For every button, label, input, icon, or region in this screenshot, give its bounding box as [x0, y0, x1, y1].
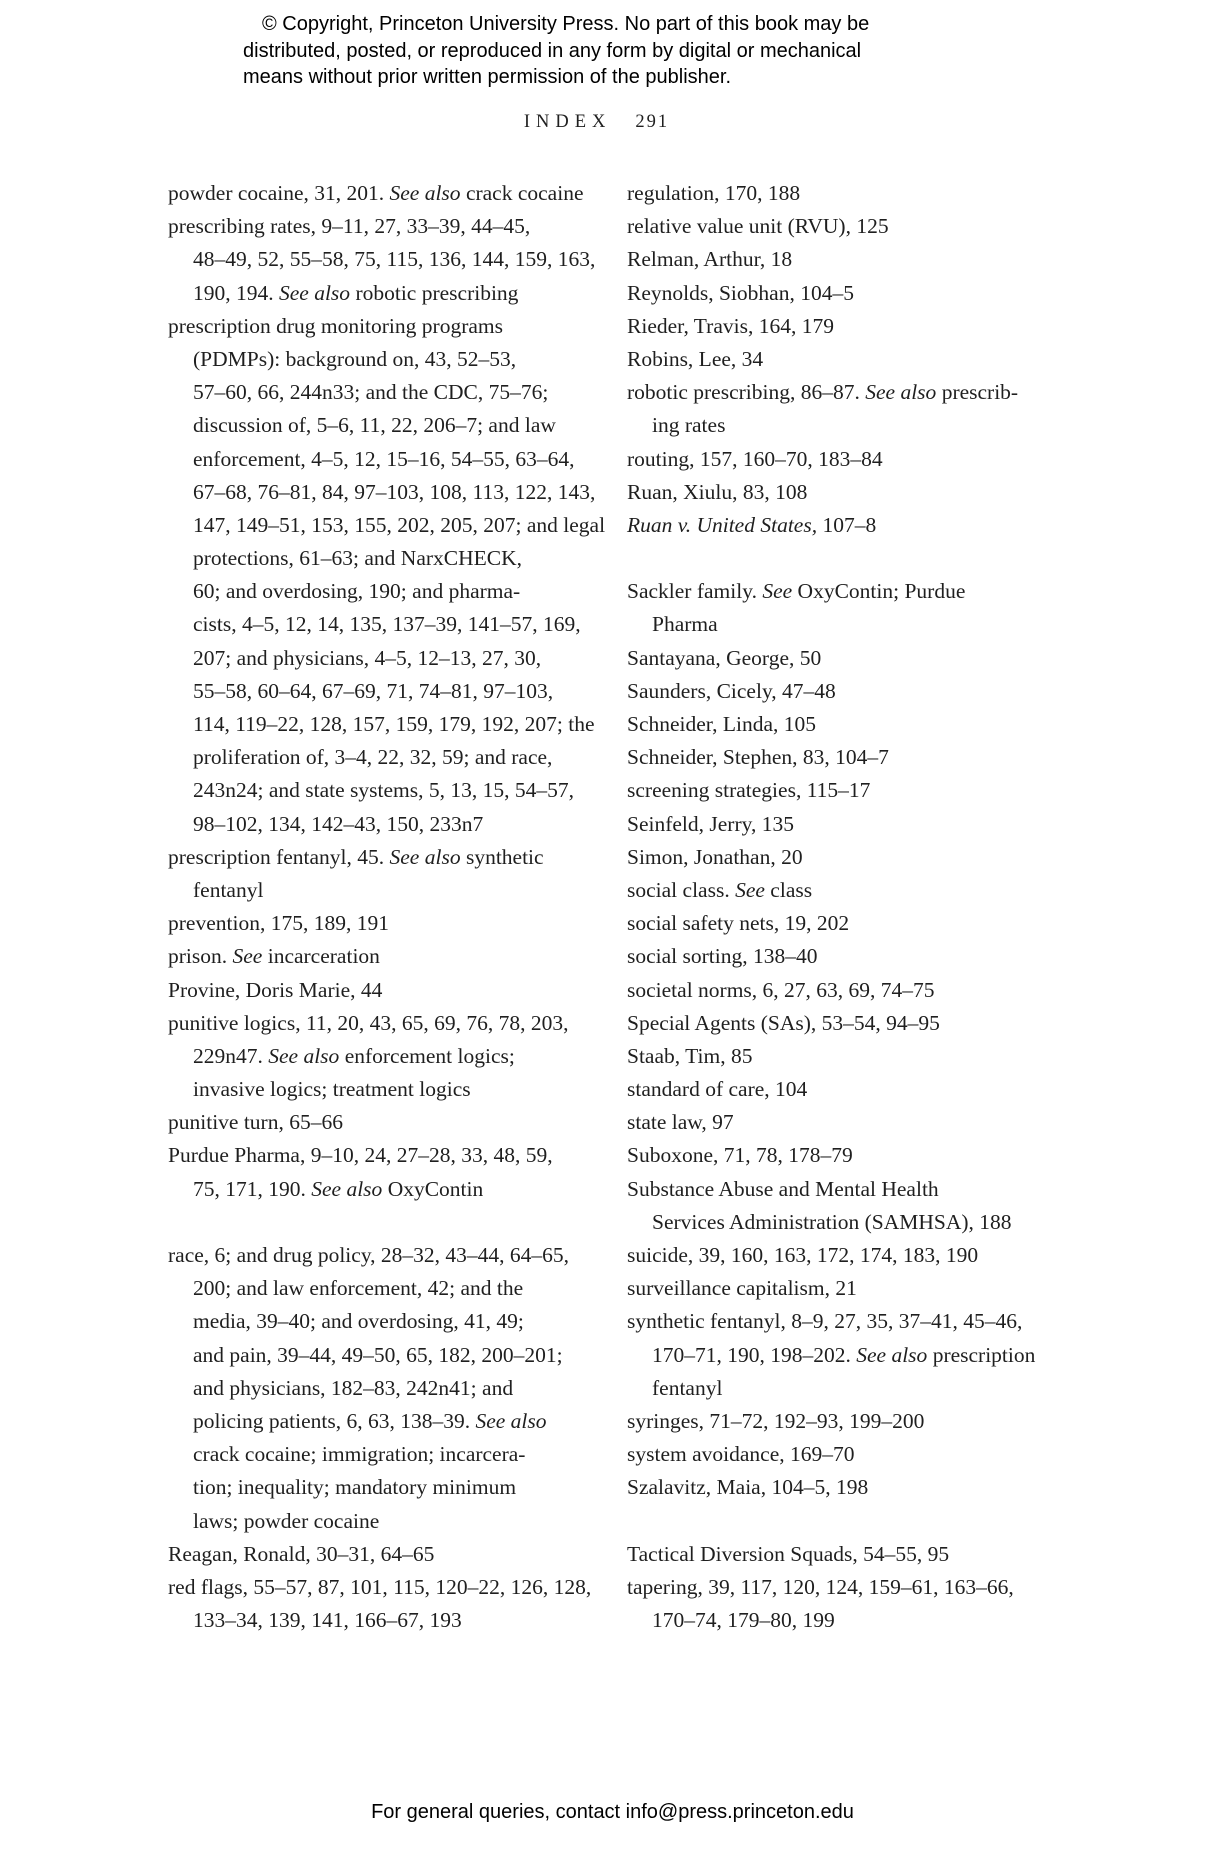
index-line [168, 808, 628, 841]
index-line [168, 1272, 628, 1305]
index-entry [627, 575, 1097, 641]
entry-text: tapering, 39, 117, 120, 124, 159–61, 163–66, [627, 1574, 1014, 1599]
cross-reference-text: See also [475, 1408, 547, 1433]
entry-text: social sorting, 138–40 [627, 944, 818, 969]
entry-text: suicide, 39, 160, 163, 172, 174, 183, 190 [627, 1243, 979, 1267]
page-number: 291 [635, 112, 670, 132]
entry-text: discussion of, 5–6, 11, 22, 206–7; and law [193, 413, 556, 438]
index-line [168, 907, 628, 940]
index-entry [168, 177, 628, 210]
index-entry [627, 1040, 1097, 1073]
index-entry [168, 907, 628, 940]
index-line [168, 575, 628, 608]
index-line [627, 1372, 1097, 1405]
entry-text: Tactical Diversion Squads, 54–55, 95 [627, 1541, 950, 1566]
entry-text: enforcement logics; [339, 1043, 515, 1068]
index-line [168, 376, 628, 409]
copyright-line: © Copyright, Princeton University Press. No part of this book may be [262, 13, 870, 35]
entry-text: relative value unit (RVU), 125 [627, 214, 889, 239]
copyright-notice [243, 11, 983, 91]
entry-text: Reagan, Ronald, 30–31, 64–65 [168, 1541, 435, 1566]
entry-text: 57–60, 66, 244n33; and the CDC, 75–76; [193, 380, 549, 405]
index-line [627, 1106, 1097, 1139]
cross-reference-text: See [762, 579, 793, 604]
cross-reference-text: See also [268, 1043, 340, 1068]
entry-text: protections, 61–63; and NarxCHECK, [193, 546, 523, 571]
entry-text: fentanyl [193, 877, 264, 902]
entry-text: Relman, Arthur, 18 [627, 247, 793, 272]
index-entry [627, 177, 1097, 210]
entry-text: Robins, Lee, 34 [627, 346, 764, 371]
entry-text: prison. [168, 944, 233, 969]
index-line [168, 177, 628, 210]
entry-text: Rieder, Travis, 164, 179 [627, 313, 834, 338]
index-entry [627, 841, 1097, 874]
entry-text: prescribing rates, 9–11, 27, 33–39, 44–45, [168, 214, 531, 239]
index-line [168, 1239, 628, 1272]
entry-text: regulation, 170, 188 [627, 181, 801, 205]
section-gap [627, 1505, 1097, 1538]
entry-text: media, 39–40; and overdosing, 41, 49; [193, 1309, 524, 1334]
page-header [168, 112, 1025, 133]
index-entry [168, 1538, 628, 1571]
index-line [168, 874, 628, 907]
entry-text: 55–58, 60–64, 67–69, 71, 74–81, 97–103, [193, 678, 554, 703]
index-entry [168, 1139, 628, 1205]
index-line [168, 542, 628, 575]
copyright-line: distributed, posted, or reproduced in any form by digital or mechanical [243, 39, 862, 62]
index-line [627, 808, 1097, 841]
entry-text: 107–8 [817, 512, 877, 537]
entry-text: prescription [927, 1342, 1036, 1367]
index-line [168, 1405, 628, 1438]
index-entry [168, 210, 628, 310]
index-entry [627, 675, 1097, 708]
index-entry [627, 940, 1097, 973]
entry-text: proliferation of, 3–4, 22, 32, 59; and race, [193, 745, 553, 770]
section-gap [168, 1206, 628, 1239]
entry-text: system avoidance, 169–70 [627, 1442, 855, 1467]
index-line [627, 1571, 1097, 1604]
index-line [168, 343, 628, 376]
index-entry [168, 1239, 628, 1538]
index-line [627, 509, 1097, 542]
index-entry [627, 741, 1097, 774]
entry-text: Szalavitz, Maia, 104–5, 198 [627, 1475, 869, 1500]
entry-text: tion; inequality; mandatory minimum [193, 1475, 517, 1500]
index-right-column [627, 177, 1097, 1637]
index-entry [168, 1007, 628, 1107]
index-line [627, 1305, 1097, 1338]
entry-text: Seinfeld, Jerry, 135 [627, 811, 794, 836]
index-line [627, 708, 1097, 741]
index-line [168, 1339, 628, 1372]
entry-text: Schneider, Stephen, 83, 104–7 [627, 745, 889, 770]
index-entry [627, 1106, 1097, 1139]
index-entry [627, 907, 1097, 940]
entry-text: surveillance capitalism, 21 [627, 1276, 857, 1301]
entry-text: 48–49, 52, 55–58, 75, 115, 136, 144, 159, 163, [193, 247, 596, 272]
entry-text: prescription drug monitoring programs [168, 313, 503, 338]
index-entry [627, 1073, 1097, 1106]
index-line [627, 874, 1097, 907]
cross-reference-text: See [232, 944, 263, 969]
index-line [168, 1438, 628, 1471]
index-line [627, 642, 1097, 675]
index-entry [627, 1239, 1097, 1272]
index-line [168, 741, 628, 774]
index-entry [627, 808, 1097, 841]
index-line [627, 177, 1097, 210]
index-entry [627, 443, 1097, 476]
index-entry [627, 1305, 1097, 1405]
entry-text: Reynolds, Siobhan, 104–5 [627, 280, 854, 305]
index-line [627, 1040, 1097, 1073]
index-line [168, 1471, 628, 1504]
index-line [627, 974, 1097, 1007]
entry-text: screening strategies, 115–17 [627, 778, 871, 803]
index-line [627, 1272, 1097, 1305]
index-line [627, 1073, 1097, 1106]
entry-text: Purdue Pharma, 9–10, 24, 27–28, 33, 48, 59, [168, 1143, 553, 1168]
index-line [627, 476, 1097, 509]
index-left-column [168, 177, 628, 1637]
entry-text: Sackler family. [627, 579, 763, 604]
index-line [168, 841, 628, 874]
index-line [627, 376, 1097, 409]
entry-text: routing, 157, 160–70, 183–84 [627, 446, 883, 471]
index-line [627, 409, 1097, 442]
index-entry [627, 974, 1097, 1007]
entry-text: (PDMPs): background on, 43, 52–53, [193, 346, 517, 371]
index-line [168, 642, 628, 675]
index-entry [627, 1173, 1097, 1239]
index-entry [627, 376, 1097, 442]
index-line [168, 1139, 628, 1172]
entry-text: 98–102, 134, 142–43, 150, 233n7 [193, 811, 484, 836]
index-entry [168, 1571, 628, 1637]
index-line [168, 277, 628, 310]
entry-text: 243n24; and state systems, 5, 13, 15, 54–57, [193, 778, 575, 803]
index-entry [627, 774, 1097, 807]
entry-text: enforcement, 4–5, 12, 15–16, 54–55, 63–64, [193, 446, 575, 471]
index-line [627, 940, 1097, 973]
entry-text: social safety nets, 19, 202 [627, 911, 850, 936]
index-line [168, 608, 628, 641]
index-line [627, 310, 1097, 343]
index-line [627, 774, 1097, 807]
entry-text: punitive logics, 11, 20, 43, 65, 69, 76, 78, 203, [168, 1010, 569, 1035]
index-entry [168, 310, 628, 841]
index-line [168, 409, 628, 442]
entry-text: synthetic fentanyl, 8–9, 27, 35, 37–41, 45–46, [627, 1309, 1023, 1334]
index-entry [627, 1272, 1097, 1305]
entry-text: synthetic [460, 844, 544, 869]
entry-text: Saunders, Cicely, 47–48 [627, 678, 836, 703]
index-entry [627, 1139, 1097, 1172]
entry-text: 170–74, 179–80, 199 [652, 1608, 835, 1633]
entry-text: 147, 149–51, 153, 155, 202, 205, 207; and legal [193, 512, 606, 537]
cross-reference-text: Ruan v. United States, [627, 512, 818, 537]
index-line [168, 443, 628, 476]
index-entry [627, 1438, 1097, 1471]
entry-text: 200; and law enforcement, 42; and the [193, 1276, 524, 1301]
index-line [627, 1173, 1097, 1206]
index-line [168, 1007, 628, 1040]
index-line [168, 708, 628, 741]
entry-text: Pharma [652, 612, 718, 637]
entry-text: race, 6; and drug policy, 28–32, 43–44, 64–65, [168, 1243, 570, 1267]
index-line [627, 1239, 1097, 1272]
entry-text: incarceration [262, 944, 380, 969]
entry-text: 229n47. [193, 1043, 269, 1068]
entry-text: cists, 4–5, 12, 14, 135, 137–39, 141–57, 169, [193, 612, 581, 637]
index-entry [627, 1405, 1097, 1438]
index-entry [627, 874, 1097, 907]
entry-text: fentanyl [652, 1375, 723, 1400]
entry-text: syringes, 71–72, 192–93, 199–200 [627, 1408, 925, 1433]
cross-reference-text: See also [389, 181, 461, 205]
index-line [168, 1173, 628, 1206]
entry-text: 114, 119–22, 128, 157, 159, 179, 192, 207; the [193, 712, 595, 736]
entry-text: invasive logics; treatment logics [193, 1077, 471, 1102]
index-entry [627, 708, 1097, 741]
index-line [168, 1604, 628, 1637]
index-entry [168, 974, 628, 1007]
entry-text: OxyContin; Purdue [792, 579, 966, 604]
index-line [627, 608, 1097, 641]
entry-text: Simon, Jonathan, 20 [627, 844, 803, 869]
cross-reference-text: See also [279, 280, 351, 305]
index-entry [627, 1007, 1097, 1040]
index-line [627, 243, 1097, 276]
index-line [168, 243, 628, 276]
index-line [627, 1206, 1097, 1239]
entry-text: Santayana, George, 50 [627, 645, 822, 670]
entry-text: crack cocaine; immigration; incarcera- [193, 1442, 526, 1467]
cross-reference-text: See also [865, 380, 937, 405]
index-line [168, 210, 628, 243]
index-entry [627, 1571, 1097, 1637]
entry-text: Suboxone, 71, 78, 178–79 [627, 1143, 853, 1168]
index-line [627, 1438, 1097, 1471]
entry-text: Staab, Tim, 85 [627, 1043, 753, 1068]
index-line [627, 210, 1097, 243]
index-line [168, 940, 628, 973]
copyright-line: means without prior written permission of the publisher. [243, 66, 732, 88]
entry-text: policing patients, 6, 63, 138–39. [193, 1408, 476, 1433]
index-line [168, 1040, 628, 1073]
index-line [168, 675, 628, 708]
index-entry [168, 940, 628, 973]
index-line [168, 310, 628, 343]
entry-text: Special Agents (SAs), 53–54, 94–95 [627, 1010, 940, 1035]
entry-text: state law, 97 [627, 1110, 734, 1135]
index-line [627, 1604, 1097, 1637]
entry-text: Schneider, Linda, 105 [627, 712, 817, 736]
entry-text: Services Administration (SAMHSA), 188 [652, 1209, 1012, 1234]
entry-text: OxyContin [382, 1176, 484, 1201]
entry-text: robotic prescribing, 86–87. [627, 380, 866, 405]
index-line [627, 1139, 1097, 1172]
index-line [627, 1471, 1097, 1504]
index-line [627, 841, 1097, 874]
entry-text: 170–71, 190, 198–202. [652, 1342, 857, 1367]
entry-text: punitive turn, 65–66 [168, 1110, 343, 1135]
index-entry [627, 343, 1097, 376]
entry-text: 67–68, 76–81, 84, 97–103, 108, 113, 122, 143, [193, 479, 596, 504]
index-entry [627, 1471, 1097, 1504]
index-line [168, 476, 628, 509]
index-line [627, 1339, 1097, 1372]
entry-text: 190, 194. [193, 280, 279, 305]
entry-text: 133–34, 139, 141, 166–67, 193 [193, 1608, 462, 1633]
index-line [627, 1007, 1097, 1040]
entry-text: 207; and physicians, 4–5, 12–13, 27, 30, [193, 645, 542, 670]
entry-text: and pain, 39–44, 49–50, 65, 182, 200–201; [193, 1342, 563, 1367]
index-line [168, 774, 628, 807]
index-line [627, 675, 1097, 708]
index-line [168, 1106, 628, 1139]
index-line [627, 343, 1097, 376]
index-entry [627, 243, 1097, 276]
page-title: INDEX [523, 112, 612, 132]
cross-reference-text: See also [856, 1342, 928, 1367]
index-line [627, 907, 1097, 940]
index-line [168, 1505, 628, 1538]
entry-text: prescription fentanyl, 45. [168, 844, 390, 869]
index-line [627, 1538, 1097, 1571]
cross-reference-text: See also [311, 1176, 383, 1201]
cross-reference-text: See [735, 877, 765, 902]
index-entry [627, 210, 1097, 243]
index-entry [168, 1106, 628, 1139]
entry-text: Substance Abuse and Mental Health [627, 1176, 939, 1201]
entry-text: prescrib- [936, 380, 1019, 405]
index-line [627, 1405, 1097, 1438]
queries-footer: For general queries, contact info@press.princeton.edu [371, 1801, 854, 1823]
index-entry [627, 642, 1097, 675]
index-entry [627, 310, 1097, 343]
index-entry [627, 1538, 1097, 1571]
index-entry [627, 509, 1097, 542]
index-line [168, 1571, 628, 1604]
index-line [168, 1538, 628, 1571]
index-entry [627, 277, 1097, 310]
index-line [168, 1305, 628, 1338]
entry-text: ing rates [652, 413, 726, 438]
index-entry [168, 841, 628, 907]
entry-text: Provine, Doris Marie, 44 [168, 977, 383, 1002]
entry-text: Ruan, Xiulu, 83, 108 [627, 479, 808, 504]
entry-text: powder cocaine, 31, 201. [168, 181, 390, 205]
entry-text: 75, 171, 190. [193, 1176, 312, 1201]
index-line [627, 443, 1097, 476]
index-entry [627, 476, 1097, 509]
index-line [168, 509, 628, 542]
entry-text: prevention, 175, 189, 191 [168, 911, 389, 936]
entry-text: red flags, 55–57, 87, 101, 115, 120–22, 126, 128, [168, 1574, 592, 1599]
section-gap [627, 542, 1097, 575]
entry-text: robotic prescribing [350, 280, 519, 305]
entry-text: societal norms, 6, 27, 63, 69, 74–75 [627, 977, 935, 1002]
index-line [627, 277, 1097, 310]
index-line [168, 974, 628, 1007]
cross-reference-text: See also [389, 844, 461, 869]
index-line [627, 741, 1097, 774]
entry-text: crack cocaine [460, 181, 584, 205]
entry-text: laws; powder cocaine [193, 1508, 380, 1533]
entry-text: standard of care, 104 [627, 1077, 808, 1102]
index-line [168, 1073, 628, 1106]
entry-text: social class. [627, 877, 736, 902]
index-line [168, 1372, 628, 1405]
entry-text: and physicians, 182–83, 242n41; and [193, 1375, 514, 1400]
index-line [627, 575, 1097, 608]
entry-text: class [764, 877, 813, 902]
entry-text: 60; and overdosing, 190; and pharma- [193, 579, 521, 604]
